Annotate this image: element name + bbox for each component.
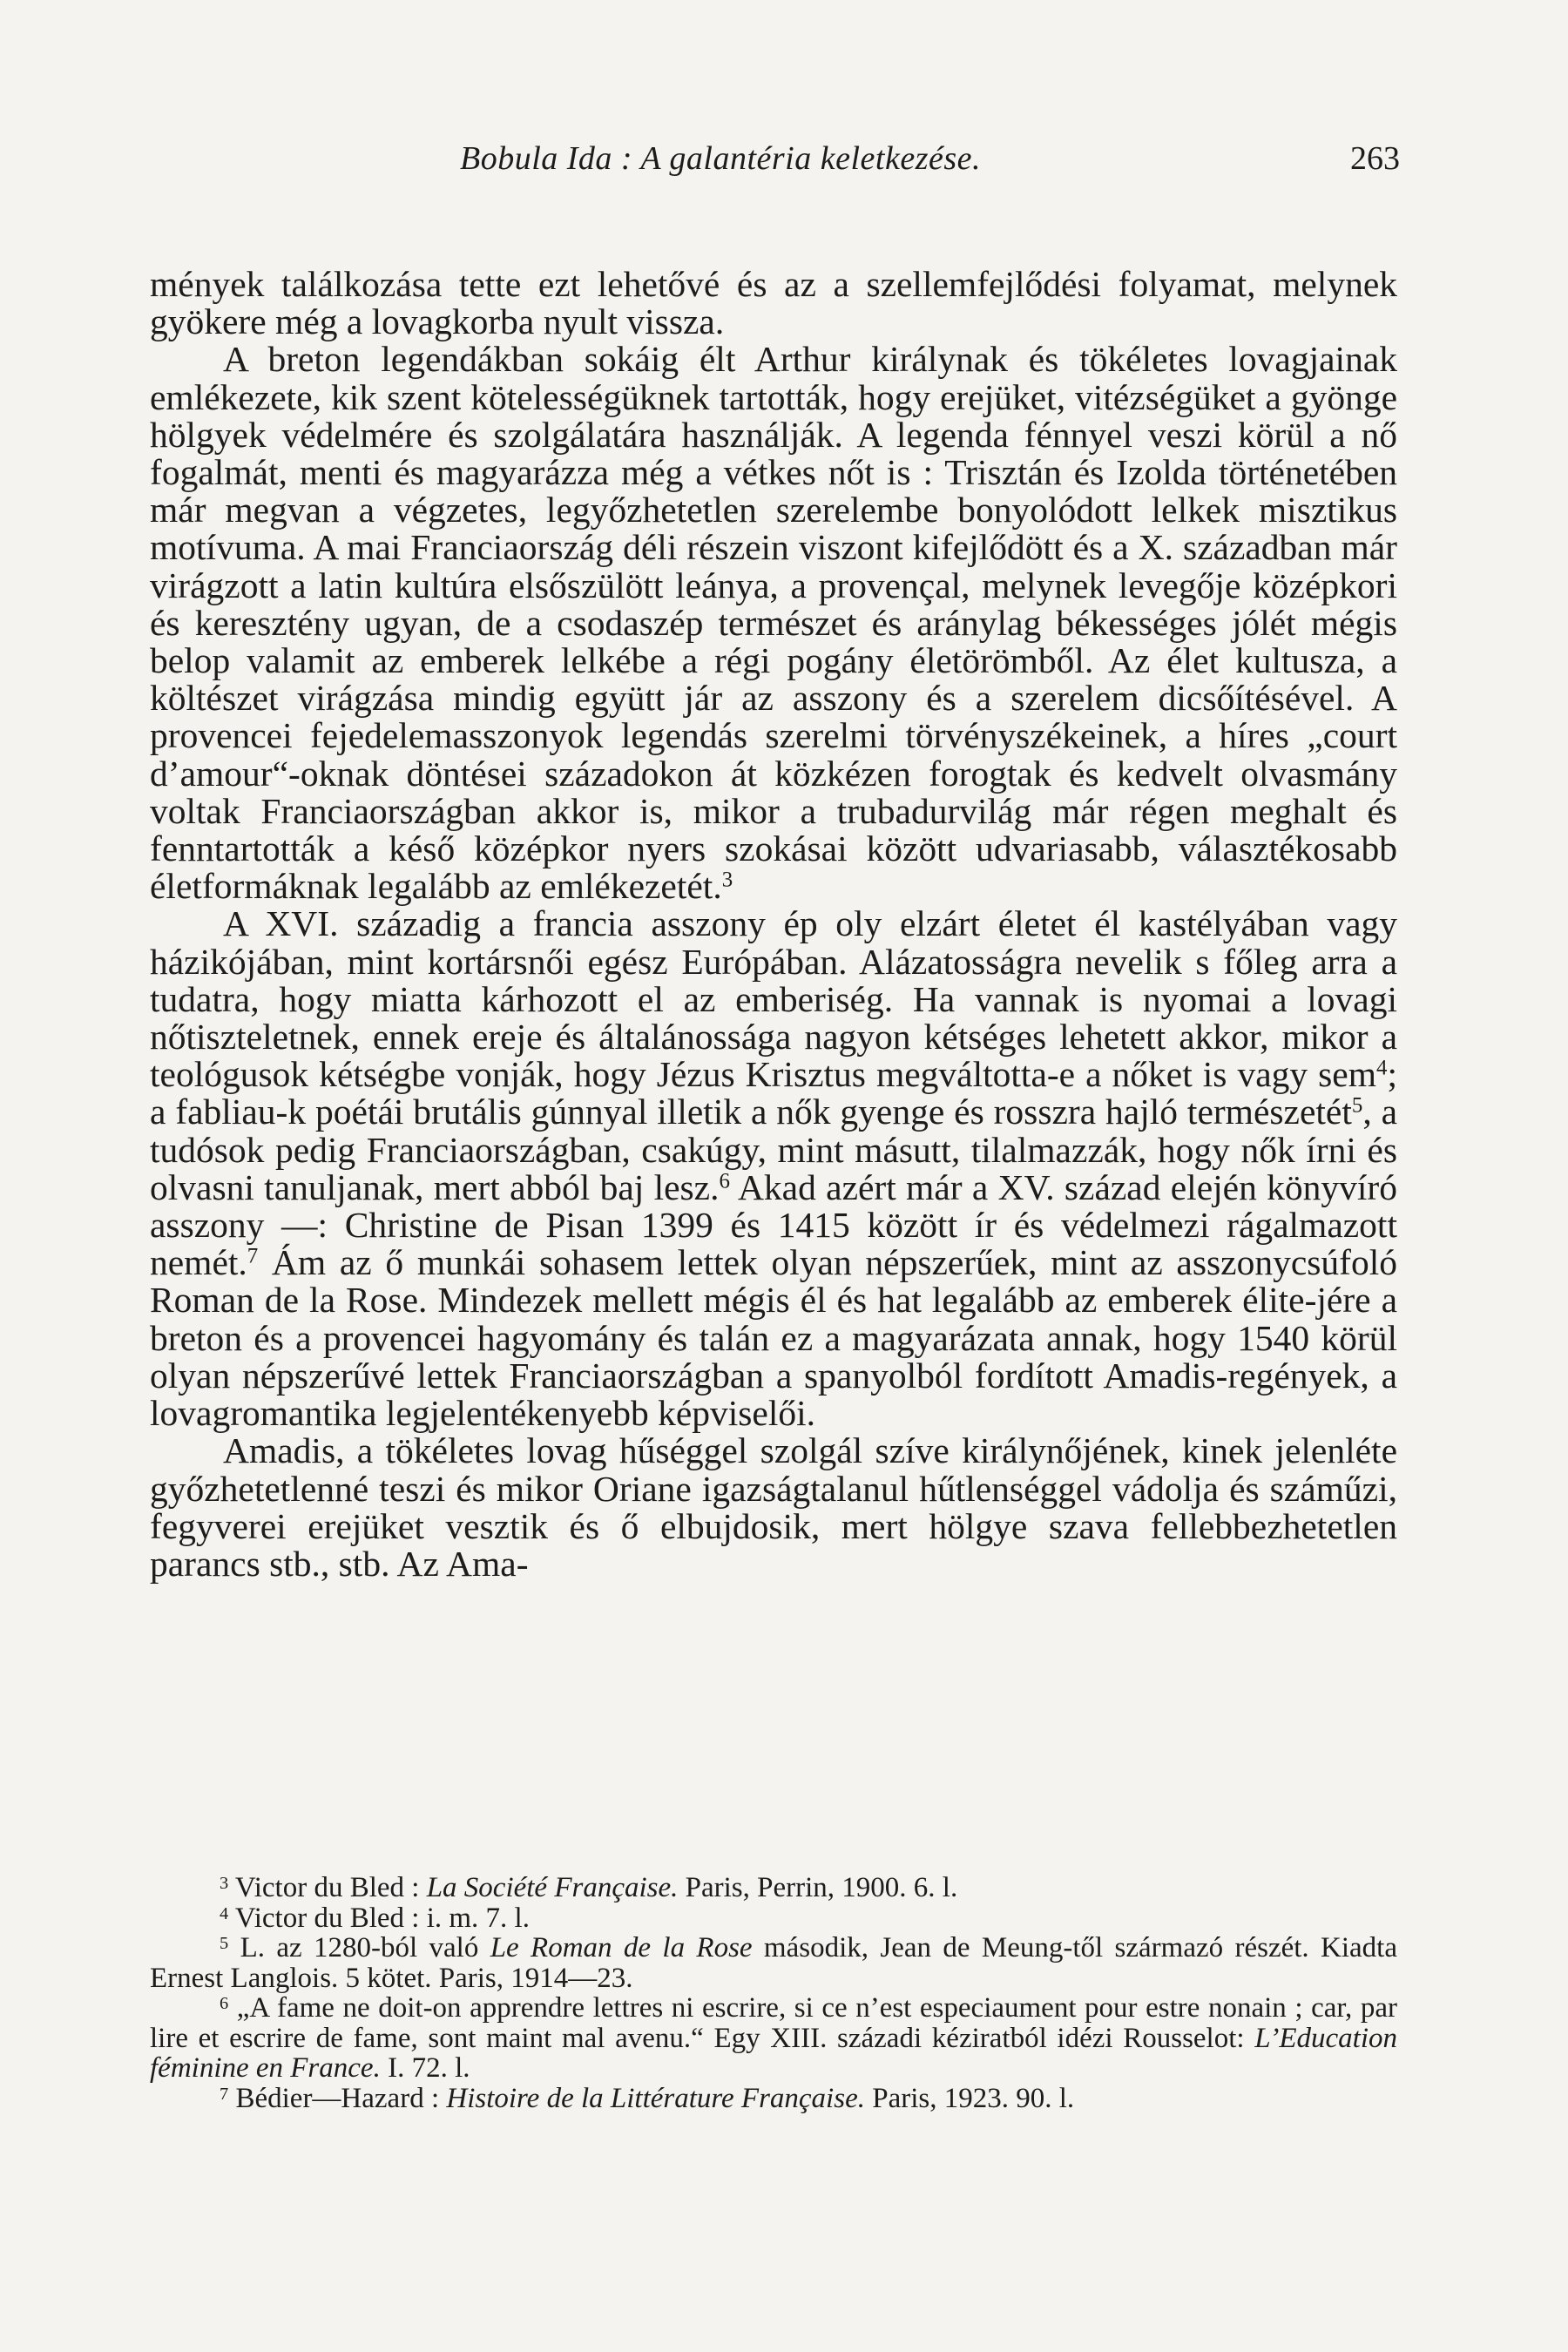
text-run: L. az 1280-ból való [228,1932,490,1963]
text-run: „A fame ne doit-on apprendre lettres ni escrire, si ce n’est especiaument pour estre nonain ; car, par lire et escrire de fame, sont maint mal avenu.“ Egy XIII. századi kéziratból idézi Rousselot: [150,1992,1397,2054]
footnote-number: 7 [220,2084,229,2104]
footnote-number: 6 [220,1993,229,2013]
footnote [150,2084,1397,2114]
footnote-number: 5 [220,1933,229,1953]
text-run: mények találkozása tette ezt lehetővé és az a szellemfejlődési folyamat, melynek gyökere még a lovagkorba nyult vissza. [150,264,1397,342]
text-run: A XVI. századig a francia asszony ép oly elzárt életet él kastélyában vagy házikójában, mint kortársnői egész Európában. Alázatosságra nevelik s főleg arra a tudatra, hogy miatta kárhozott el az emberiség. Ha vannak is nyomai a lovagi nőtiszteletnek, ennek ereje és általánossága nagyon kétséges lehetett akkor, mikor a teológusok kétségbe vonják, hogy Jézus Krisztus megváltotta-e a nőket is vagy sem [150,903,1397,1095]
paragraph [150,266,1397,341]
page-number: 263 [1350,140,1400,177]
footnote-reference: 7 [247,1244,259,1268]
text-run: második, Jean de Meung-től származó részét. Kiadta Ernest Langlois. 5 kötet. Paris, 1914—23. [150,1932,1397,1994]
footnotes [150,1873,1397,2113]
running-header [0,139,1568,192]
footnote-reference: 5 [1351,1093,1363,1118]
footnote [150,1903,1397,1934]
paragraph [150,905,1397,1432]
footnote-number: 4 [220,1903,229,1923]
italic-title: Histoire de la Littérature Française. [446,2082,865,2114]
italic-title: La Société Française. [426,1872,679,1903]
text-run: Bédier—Hazard : [228,2082,447,2114]
footnote-number: 3 [220,1873,229,1893]
text-run: Akad azért már a XV. század elején könyvíró asszony —: Christine de Pisan 1399 és 1415 között ír és védelmezi rágalmazott nemét. [150,1166,1397,1283]
text-run: Victor du Bled : [228,1872,427,1903]
italic-title: Le Roman de la Rose [490,1932,753,1963]
paragraph [150,341,1397,905]
italic-title: L’Education féminine en France. [150,2022,1397,2084]
text-run: , a tudósok pedig Franciaországban, csakúgy, mint másutt, tilalmazzák, hogy nők írni és olvasni tanuljanak, mert abból baj lesz. [150,1092,1398,1207]
text-run: Victor du Bled : i. m. 7. l. [228,1902,530,1934]
running-title: Bobula Ida : A galantéria keletkezése. [460,140,981,177]
text-run: Paris, Perrin, 1900. 6. l. [678,1872,958,1903]
body-text [150,266,1397,1583]
footnote-reference: 6 [719,1169,730,1193]
text-run: Amadis, a tökéletes lovag hűséggel szolgál szíve királynőjének, kinek jelenléte győzhetetlenné teszi és mikor Oriane igazságtalanul hűtlenséggel vádolja és száműzi, fegyverei erejüket vesztik és ő elbujdosik, mert hölgye szava fellebbezhetetlen parancs stb., stb. Az Ama- [150,1430,1397,1584]
text-run: ; a fabliau-k poétái brutális gúnnyal illetik a nők gyenge és rosszra hajló természetét [150,1054,1397,1132]
footnote-reference: 4 [1376,1056,1388,1080]
footnote [150,1873,1397,1903]
text-run: Paris, 1923. 90. l. [864,2082,1075,2114]
text-run: Ám az ő munkái sohasem lettek olyan népszerűek, mint az asszonycsúfoló Roman de la Rose. Mindezek mellett mégis él és hat legalább az emberek élite-jére a breton és a provencei hagyomány és talán ez a magyarázata annak, hogy 1540 körül olyan népszerűvé lettek Franciaországban a spanyolból fordított Amadis-regények, a lovagromantika legjelentékenyebb képviselői. [150,1242,1397,1434]
footnote [150,1933,1397,1993]
paragraph [150,1432,1397,1583]
footnote [150,1993,1397,2084]
text-run: A breton legendákban sokáig élt Arthur királynak és tökéletes lovagjainak emlékezete, kik szent kötelességüknek tartották, hogy erejüket, vitézségüket a gyönge hölgyek védelmére és szolgálatára használják. A legenda fénnyel veszi körül a nő fogalmát, menti és magyarázza még a vétkes nőt is : Trisztán és Izolda történetében már megvan a végzetes, legyőzhetetlen szerelembe bonyolódott lelkek misztikus motívuma. A mai Franciaország déli részein viszont kifejlődött és a X. században már virágzott a latin kultúra elsőszülött leánya, a provençal, melynek levegője középkori és keresztény ugyan, de a csodaszép természet és aránylag békességes jólét mégis belop valamit az emberek lelkébe a régi pogány életörömből. Az élet kultusza, a költészet virágzása mindig együtt jár az asszony és a szerelem dicsőítésével. A provencei fejedelemasszonyok legendás szerelmi törvényszékeinek, a híres „court d’amour“-oknak döntései századokon át közkézen forogtak és kedvelt olvasmány voltak Franciaországban akkor is, mikor a trubadurvilág már régen meghalt és fenntartották a késő középkor nyers szokásai között udvariasabb, választékosabb életformáknak legalább az emlékezetét. [150,339,1397,907]
footnote-reference: 3 [721,868,733,892]
text-run: I. 72. l. [380,2052,470,2084]
